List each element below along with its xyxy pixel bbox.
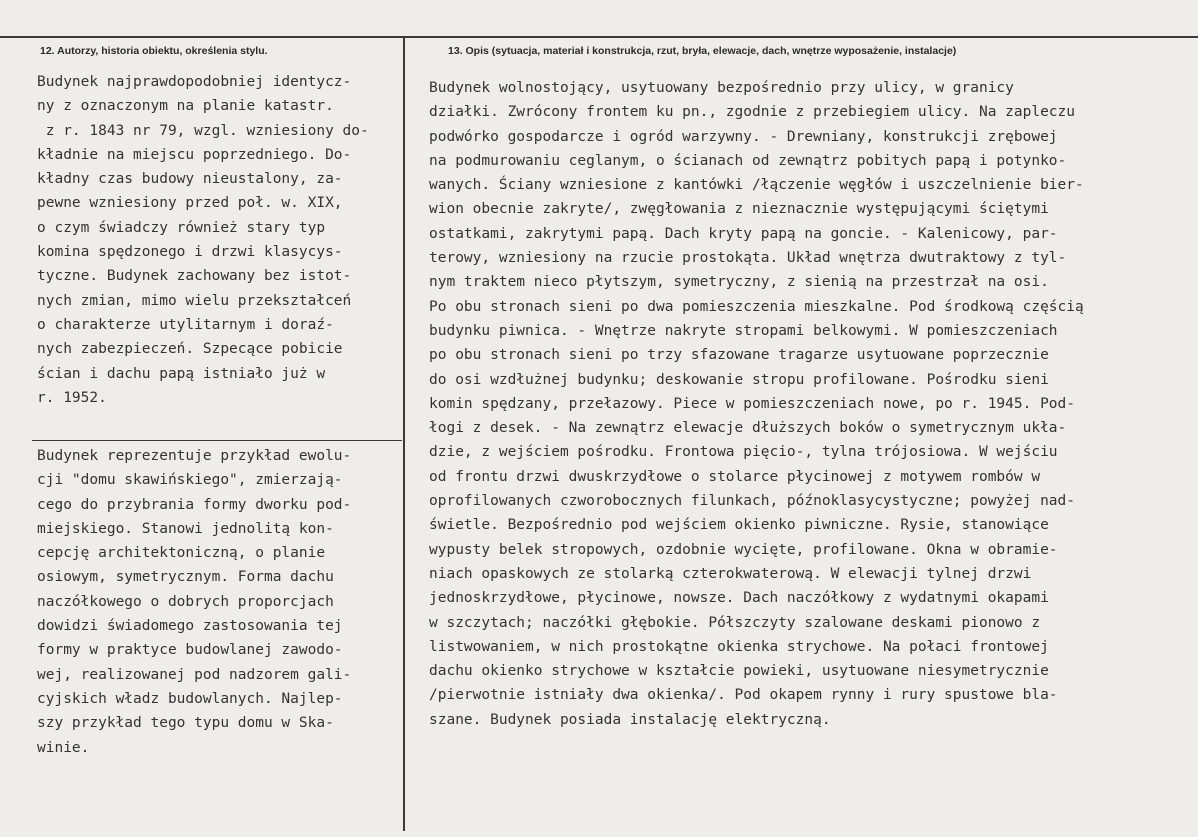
- text-line: działki. Zwrócony frontem ku pn., zgodnie z przebiegiem ulicy. Na zapleczu: [429, 104, 1076, 121]
- text-line: ścian i dachu papą istniało już w: [37, 365, 326, 382]
- text-line: listwowaniem, w nich prostokątne okienka strychowe. Na połaci frontowej: [429, 638, 1049, 655]
- text-line: niach opaskowych ze stolarką czterokwaterową. W elewacji tylnej drzwi: [429, 565, 1032, 582]
- section13-description-text: [429, 76, 1191, 732]
- text-line: formy w praktyce budowlanej zawodo-: [37, 642, 343, 659]
- text-line: nych zmian, mimo wielu przekształceń: [37, 292, 352, 309]
- text-line: Po obu stronach sieni po dwa pomieszczenia mieszkalne. Pod środkową częścią: [429, 298, 1084, 315]
- text-line: oprofilowanych czworobocznych filunkach, późnoklasycystyczne; powyżej nad-: [429, 493, 1076, 510]
- text-line: osiowym, symetrycznym. Forma dachu: [37, 569, 334, 586]
- text-line: Budynek najprawdopodobniej identycz-: [37, 74, 352, 90]
- text-line: pewne wzniesiony przed poł. w. XIX,: [37, 195, 343, 212]
- text-line: r. 1952.: [37, 389, 107, 406]
- text-line: w szczytach; naczółki głębokie. Półszczyty szalowane deskami pionowo z: [429, 614, 1041, 631]
- text-line: wypusty belek stropowych, ozdobnie wycięte, profilowane. Okna w obramie-: [429, 541, 1058, 558]
- text-line: na podmurowaniu ceglanym, o ścianach od zewnątrz pobitych papą i potynko-: [429, 152, 1067, 169]
- text-line: podwórko gospodarcze i ogród warzywny. - Drewniany, konstrukcji zrębowej: [429, 128, 1058, 145]
- text-line: kładnie na miejscu poprzedniego. Do-: [37, 146, 352, 163]
- section13-heading: 13. Opis (sytuacja, materiał i konstrukcja, rzut, bryła, elewacje, dach, wnętrze wyposażenie, instalacje): [448, 45, 957, 57]
- text-line: dzie, z wejściem pośrodku. Frontowa pięcio-, tylna trójosiowa. W wejściu: [429, 444, 1058, 461]
- text-line: wej, realizowanej pod nadzorem gali-: [37, 666, 352, 683]
- text-line: /pierwotnie istniały dwa okienka/. Pod okapem rynny i rury spustowe bla-: [429, 687, 1058, 704]
- top-rule: [0, 36, 1198, 38]
- text-line: nym traktem nieco płytszym, symetryczny, z sienią na przestrzał na osi.: [429, 274, 1049, 291]
- section12-style-text: [37, 444, 403, 760]
- text-line: szane. Budynek posiada instalację elektryczną.: [429, 711, 831, 728]
- text-line: łogi z desek. - Na zewnątrz elewacje dłuższych boków o symetrycznym ukła-: [429, 420, 1067, 437]
- text-line: jednoskrzydłowe, płycinowe, nowsze. Dach naczółkowy z wydatnymi okapami: [429, 590, 1049, 607]
- section12-history-text: [37, 70, 403, 410]
- text-line: o charakterze utylitarnym i doraź-: [37, 316, 334, 333]
- text-line: wion obecnie zakryte/, zwęgłowania z nieznacznie występującymi ściętymi: [429, 201, 1049, 218]
- text-line: miejskiego. Stanowi jednolitą kon-: [37, 520, 334, 537]
- text-line: komin spędzany, przełazowy. Piece w pomieszczeniach nowe, po r. 1945. Pod-: [429, 395, 1076, 412]
- text-line: z r. 1843 nr 79, wzgl. wzniesiony do-: [37, 122, 369, 139]
- text-line: budynku piwnica. - Wnętrze nakryte stropami belkowymi. W pomieszczeniach: [429, 322, 1058, 339]
- text-line: komina spędzonego i drzwi klasycys-: [37, 244, 343, 261]
- text-line: naczółkowego o dobrych proporcjach: [37, 593, 334, 610]
- text-line: świetle. Bezpośrednio pod wejściem okienko piwniczne. Rysie, stanowiące: [429, 517, 1049, 534]
- text-line: wanych. Ściany wzniesione z kantówki /łączenie węgłów i uszczelnienie bier-: [429, 177, 1084, 194]
- text-line: dowidzi świadomego zastosowania tej: [37, 618, 343, 635]
- text-line: nych zabezpieczeń. Szpecące pobicie: [37, 341, 343, 358]
- text-line: kładny czas budowy nieustalony, za-: [37, 171, 343, 188]
- text-line: ostatkami, zakrytymi papą. Dach kryty papą na goncie. - Kalenicowy, par-: [429, 225, 1058, 242]
- text-line: dachu okienko strychowe w kształcie powieki, usytuowane niesymetrycznie: [429, 663, 1049, 680]
- text-line: ny z oznaczonym na planie katastr.: [37, 98, 334, 115]
- text-line: terowy, wzniesiony na rzucie prostokąta. Układ wnętrza dwutraktowy z tyl-: [429, 250, 1067, 267]
- text-line: cego do przybrania formy dworku pod-: [37, 496, 352, 513]
- column-divider: [403, 36, 405, 831]
- text-line: szy przykład tego typu domu w Ska-: [37, 715, 334, 732]
- section12-heading: 12. Autorzy, historia obiektu, określenia stylu.: [40, 45, 268, 57]
- section12-divider: [32, 440, 402, 441]
- text-line: od frontu drzwi dwuskrzydłowe o stolarce płycinowej z motywem rombów w: [429, 468, 1041, 485]
- text-line: o czym świadczy również stary typ: [37, 219, 326, 236]
- text-line: Budynek wolnostojący, usytuowany bezpośrednio przy ulicy, w granicy: [429, 80, 1014, 96]
- text-line: tyczne. Budynek zachowany bez istot-: [37, 268, 352, 285]
- text-line: cyjskich władz budowlanych. Najlep-: [37, 690, 343, 707]
- text-line: do osi wzdłużnej budynku; deskowanie stropu profilowane. Pośrodku sieni: [429, 371, 1049, 388]
- text-line: cepcję architektoniczną, o planie: [37, 545, 326, 562]
- text-line: winie.: [37, 739, 90, 756]
- text-line: Budynek reprezentuje przykład ewolu-: [37, 448, 352, 464]
- text-line: cji "domu skawińskiego", zmierzają-: [37, 472, 343, 489]
- text-line: po obu stronach sieni po trzy sfazowane tragarze usytuowane poprzecznie: [429, 347, 1049, 364]
